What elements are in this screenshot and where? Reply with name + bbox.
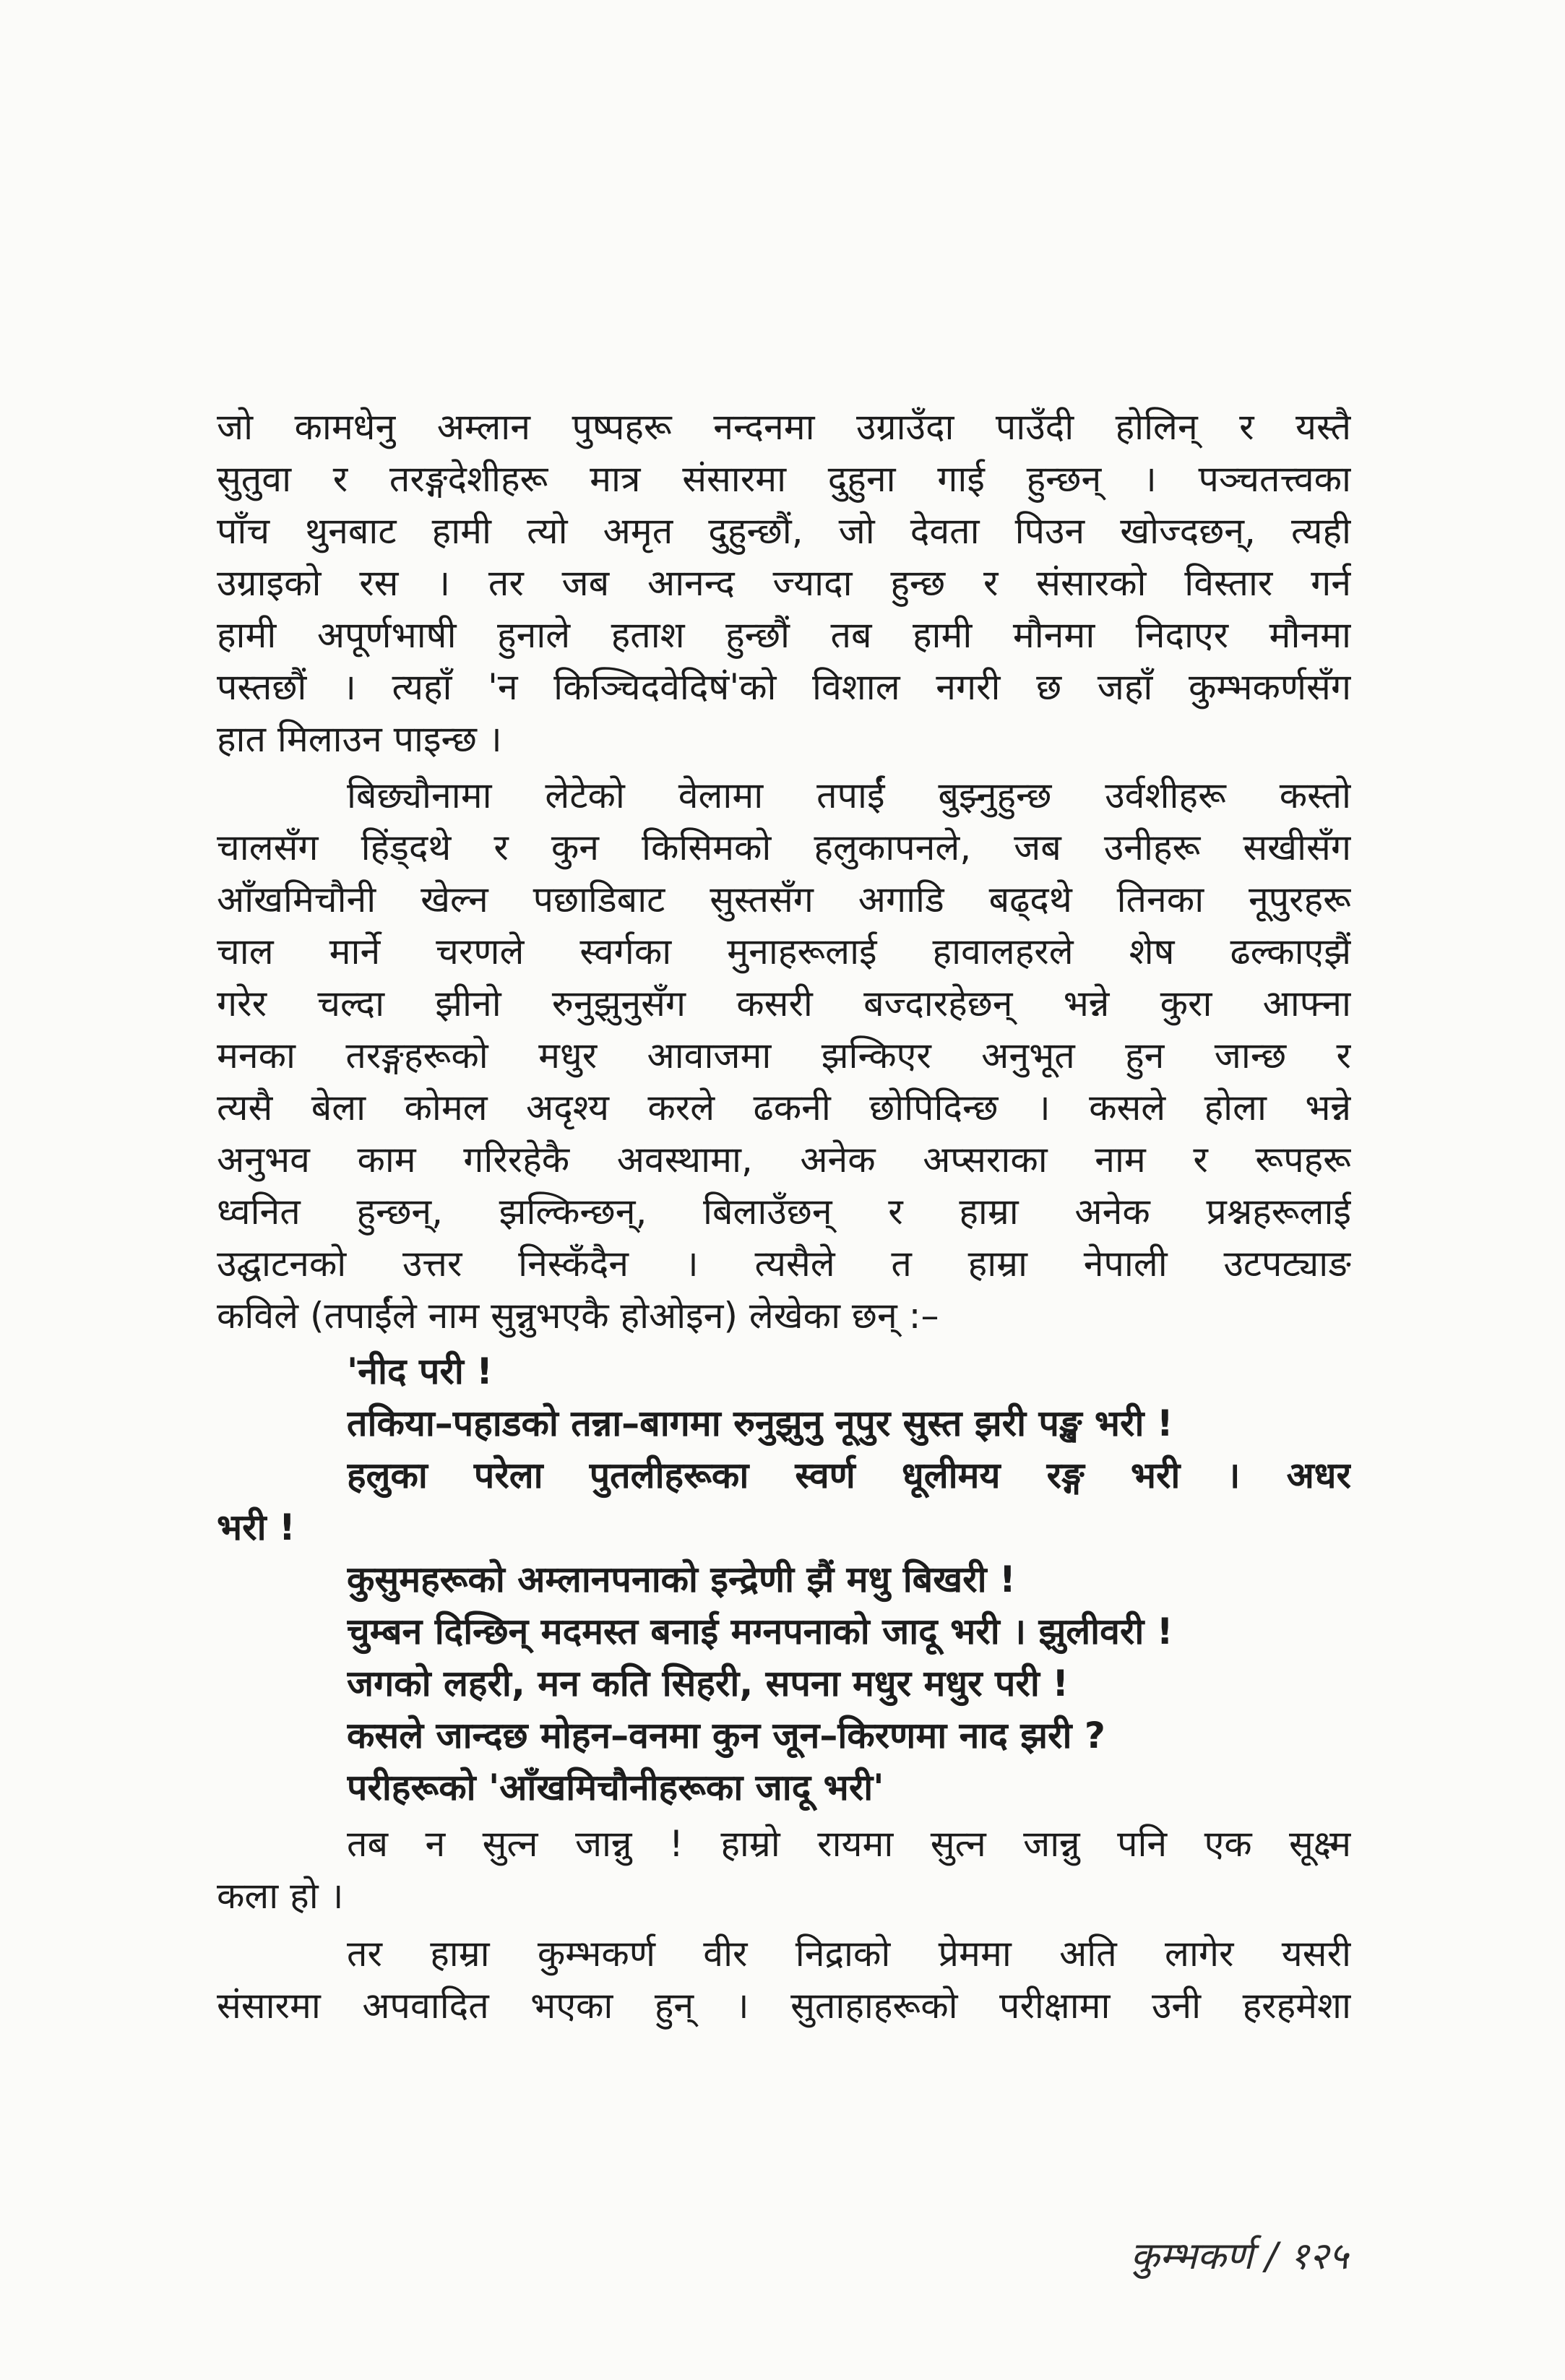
- poem-line: 'नीद परी !: [347, 1350, 493, 1392]
- text-line: चालसँग हिंड्दथे र कुन किसिमको हलुकापनले, जब उनीहरू सखीसँग: [217, 827, 1351, 868]
- footer-separator: /: [1264, 2235, 1278, 2278]
- poem-line: तकिया–पहाडको तन्ना–बागमा रुनुझुनु नूपुर सुस्त झरी पङ्ख भरी !: [347, 1402, 1173, 1444]
- text-line: त्यसै बेला कोमल अदृश्य करले ढकनी छोपिदिन्छ । कसले होला भन्ने: [217, 1087, 1351, 1129]
- poem-line: हलुका परेला पुतलीहरूका स्वर्ण धूलीमय रङ्ग भरी । अधर: [347, 1454, 1351, 1496]
- poem-line: भरी !: [217, 1506, 296, 1548]
- text-line: संसारमा अपवादित भएका हुन् । सुताहाहरूको परीक्षामा उनी हरहमेशा: [217, 1985, 1351, 2027]
- text-line: गरेर चल्दा झीनो रुनुझुनुसँग कसरी बज्दारहेछन् भन्ने कुरा आफ्ना: [217, 983, 1351, 1025]
- text-line: मनका तरङ्गहरूको मधुर आवाजमा झन्किएर अनुभूत हुन जान्छ र: [217, 1035, 1351, 1077]
- text-line: अनुभव काम गरिरहेकै अवस्थामा, अनेक अप्सराका नाम र रूपहरू: [217, 1139, 1351, 1181]
- text-line: कला हो ।: [217, 1875, 344, 1917]
- text-line: कविले (तपाईंले नाम सुन्नुभएकै होओइन) लेखेका छन् :–: [217, 1295, 939, 1337]
- text-line: तब न सुत्न जान्नु ! हाम्रो रायमा सुत्न जान्नु पनि एक सूक्ष्म: [347, 1823, 1351, 1865]
- text-line: चाल मार्ने चरणले स्वर्गका मुनाहरूलाई हावालहरले शेष ढल्काएझैं: [217, 931, 1351, 973]
- text-line: आँखमिचौनी खेल्न पछाडिबाट सुस्तसँग अगाडि बढ्दथे तिनका नूपुरहरू: [217, 879, 1351, 920]
- text-line: हात मिलाउन पाइन्छ ।: [217, 718, 502, 760]
- poem-line: चुम्बन दिन्छिन् मदमस्त बनाई मग्नपनाको जादू भरी । झुलीवरी !: [347, 1611, 1173, 1652]
- text-line: पस्तछौं । त्यहाँ 'न किञ्चिदवेदिषं'को विशाल नगरी छ जहाँ कुम्भकर्णसँग: [217, 666, 1351, 708]
- text-line: हामी अपूर्णभाषी हुनाले हताश हुन्छौं तब हामी मौनमा निदाएर मौनमा: [217, 614, 1351, 656]
- text-line: पाँच थुनबाट हामी त्यो अमृत दुहुन्छौं, जो देवता पिउन खोज्दछन्, त्यही: [217, 510, 1351, 552]
- poem-line: परीहरूको 'आँखमिचौनीहरूका जादू भरी': [347, 1767, 884, 1808]
- page-number: १२५: [1289, 2235, 1348, 2278]
- poem-line: कसले जान्दछ मोहन–वनमा कुन जून–किरणमा नाद झरी ?: [347, 1715, 1105, 1756]
- text-line: जो कामधेनु अम्लान पुष्पहरू नन्दनमा उग्राउँदा पाउँदी होलिन् र यस्तै: [217, 406, 1351, 448]
- text-line: उग्राइको रस । तर जब आनन्द ज्यादा हुन्छ र संसारको विस्तार गर्न: [217, 562, 1351, 604]
- page-footer: [1131, 2229, 1348, 2280]
- text-line: सुतुवा र तरङ्गदेशीहरू मात्र संसारमा दुहुना गाई हुन्छन् । पञ्चतत्त्वका: [217, 458, 1351, 500]
- text-line: तर हाम्रा कुम्भकर्ण वीर निद्राको प्रेममा अति लागेर यसरी: [347, 1933, 1351, 1975]
- text-line: ध्वनित हुन्छन्, झल्किन्छन्, बिलाउँछन् र हाम्रा अनेक प्रश्नहरूलाई: [217, 1191, 1351, 1233]
- text-line: उद्घाटनको उत्तर निस्कँदैन । त्यसैले त हाम्रा नेपाली उटपट्याङ: [217, 1243, 1351, 1285]
- poem-line: जगको लहरी, मन कति सिहरी, सपना मधुर मधुर परी !: [347, 1663, 1069, 1704]
- text-line: बिछ्यौनामा लेटेको वेलामा तपाईं बुझ्नुहुन्छ उर्वशीहरू कस्तो: [347, 775, 1351, 816]
- poem-line: कुसुमहरूको अम्लानपनाको इन्द्रेणी झैं मधु बिखरी !: [347, 1558, 1016, 1600]
- running-title: कुम्भकर्ण: [1130, 2235, 1254, 2278]
